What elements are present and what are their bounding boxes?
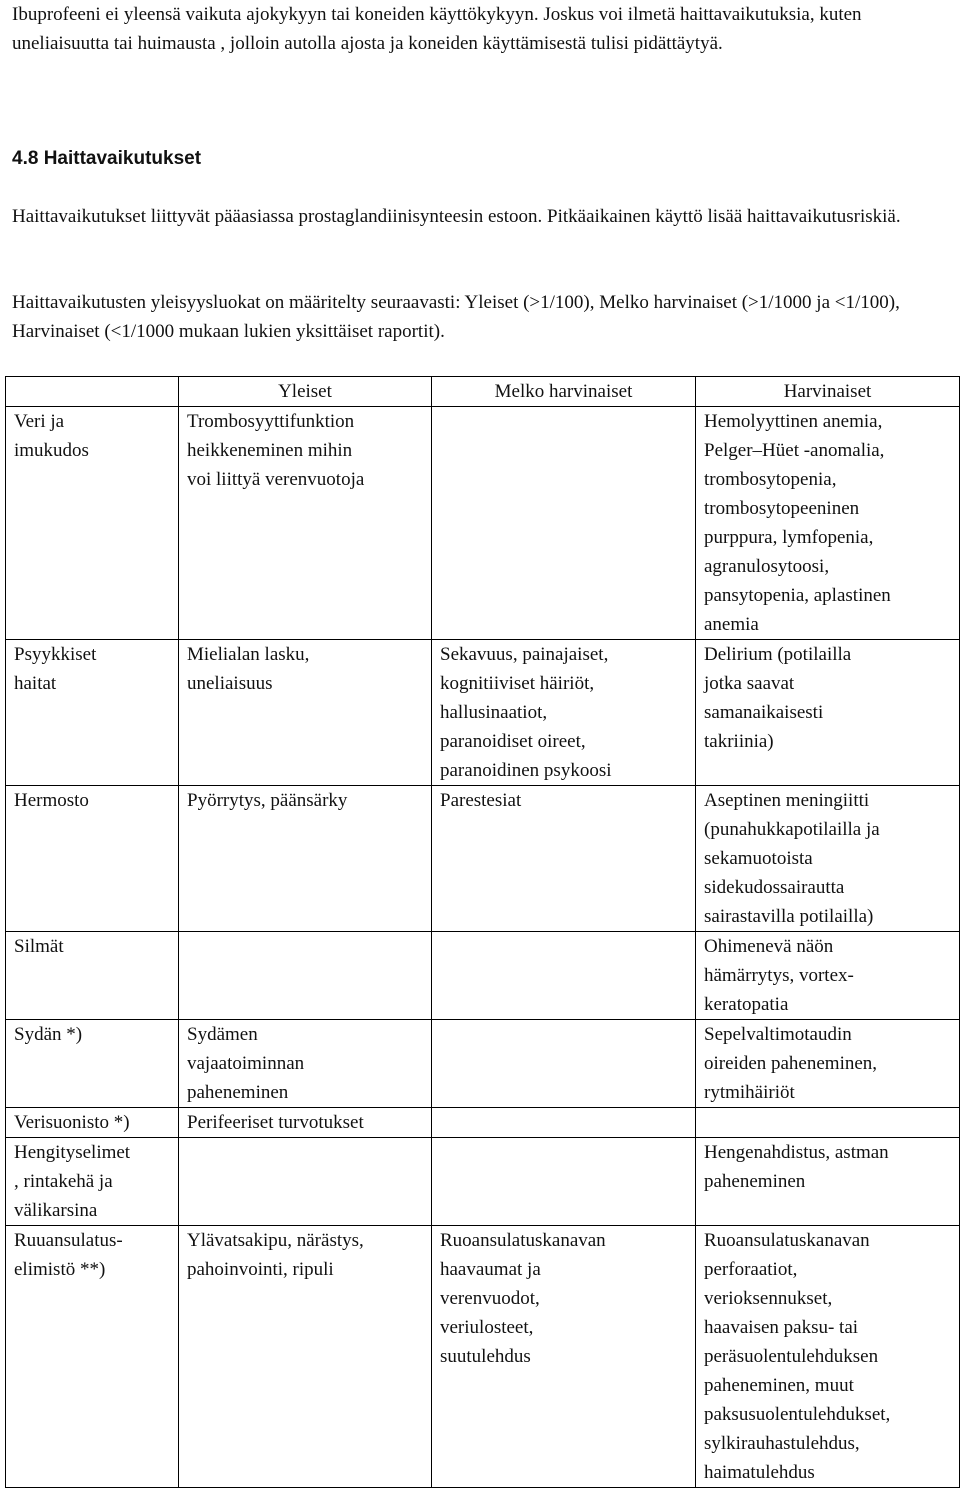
common-cell: Ylävatsakipu, närästys, pahoinvointi, ripuli	[179, 1226, 432, 1488]
intro-paragraph: Ibuprofeeni ei yleensä vaikuta ajokykyyn tai koneiden käyttökykyyn. Joskus voi ilmetä haittavaikutuksia, kuten uneliaisuutta tai huimausta , jolloin autolla ajosta ja koneiden käyttämisestä tulisi pidättäytyä.	[12, 4, 862, 54]
organ-cell: Sydän *)	[6, 1020, 179, 1108]
rare-cell: Sepelvaltimotaudin oireiden paheneminen, rytmihäiriöt	[696, 1020, 960, 1108]
common-cell: Sydämen vajaatoiminnan paheneminen	[179, 1020, 432, 1108]
table-row	[6, 786, 960, 932]
table-row	[6, 932, 960, 1020]
uncommon-cell: Ruoansulatuskanavan haavaumat ja verenvuodot, veriulosteet, suutulehdus	[432, 1226, 696, 1488]
table-row	[6, 1108, 960, 1138]
organ-cell: Silmät	[6, 932, 179, 1020]
header-common: Yleiset	[179, 377, 432, 407]
common-cell	[179, 932, 432, 1020]
rare-cell: Ruoansulatuskanavan perforaatiot, verioksennukset, haavaisen paksu- tai peräsuolentulehduksen paheneminen, muut paksusuolentulehdukset, sylkirauhastulehdus, haimatulehdus	[696, 1226, 960, 1488]
uncommon-cell	[432, 407, 696, 640]
uncommon-cell	[432, 1138, 696, 1226]
uncommon-cell	[432, 1020, 696, 1108]
description-paragraph: Haittavaikutukset liittyvät pääasiassa prostaglandiinisynteesin estoon. Pitkäaikainen käyttö lisää haittavaikutusriskiä.	[12, 206, 901, 227]
organ-cell: Veri ja imukudos	[6, 407, 179, 640]
frequency-definition-paragraph: Haittavaikutusten yleisyysluokat on määritelty seuraavasti: Yleiset (>1/100), Melko harvinaiset (>1/1000 ja <1/100), Harvinaiset (<1/1000 mukaan lukien yksittäiset raportit).	[12, 292, 900, 342]
organ-cell: Hengityselimet , rintakehä ja välikarsina	[6, 1138, 179, 1226]
header-organ	[6, 377, 179, 407]
rare-cell: Hengenahdistus, astman paheneminen	[696, 1138, 960, 1226]
common-cell: Pyörrytys, päänsärky	[179, 786, 432, 932]
rare-cell	[696, 1108, 960, 1138]
common-cell: Perifeeriset turvotukset	[179, 1108, 432, 1138]
table-row	[6, 407, 960, 640]
header-rare: Harvinaiset	[696, 377, 960, 407]
rare-cell: Delirium (potilailla jotka saavat samanaikaisesti takriinia)	[696, 640, 960, 786]
organ-cell: Verisuonisto *)	[6, 1108, 179, 1138]
common-cell	[179, 1138, 432, 1226]
header-uncommon: Melko harvinaiset	[432, 377, 696, 407]
rare-cell: Hemolyyttinen anemia, Pelger–Hüet -anomalia, trombosytopenia, trombosytopeeninen purppura, lymfopenia, agranulosytoosi, pansytopenia, aplastinen anemia	[696, 407, 960, 640]
organ-cell: Ruuansulatus- elimistö **)	[6, 1226, 179, 1488]
common-cell: Trombosyyttifunktion heikkeneminen mihin voi liittyä verenvuotoja	[179, 407, 432, 640]
table-row	[6, 1138, 960, 1226]
uncommon-cell	[432, 1108, 696, 1138]
uncommon-cell: Sekavuus, painajaiset, kognitiiviset häiriöt, hallusinaatiot, paranoidiset oireet, paranoidinen psykoosi	[432, 640, 696, 786]
rare-cell: Ohimenevä näön hämärrytys, vortex- keratopatia	[696, 932, 960, 1020]
uncommon-cell: Parestesiat	[432, 786, 696, 932]
table-row	[6, 1226, 960, 1488]
adverse-effects-table	[5, 376, 960, 1488]
table-row	[6, 640, 960, 786]
section-heading: 4.8 Haittavaikutukset	[12, 148, 202, 169]
uncommon-cell	[432, 932, 696, 1020]
organ-cell: Hermosto	[6, 786, 179, 932]
table-header-row	[6, 377, 960, 407]
rare-cell: Aseptinen meningiitti (punahukkapotilailla ja sekamuotoista sidekudossairautta sairastavilla potilailla)	[696, 786, 960, 932]
common-cell: Mielialan lasku, uneliaisuus	[179, 640, 432, 786]
organ-cell: Psyykkiset haitat	[6, 640, 179, 786]
table-row	[6, 1020, 960, 1108]
